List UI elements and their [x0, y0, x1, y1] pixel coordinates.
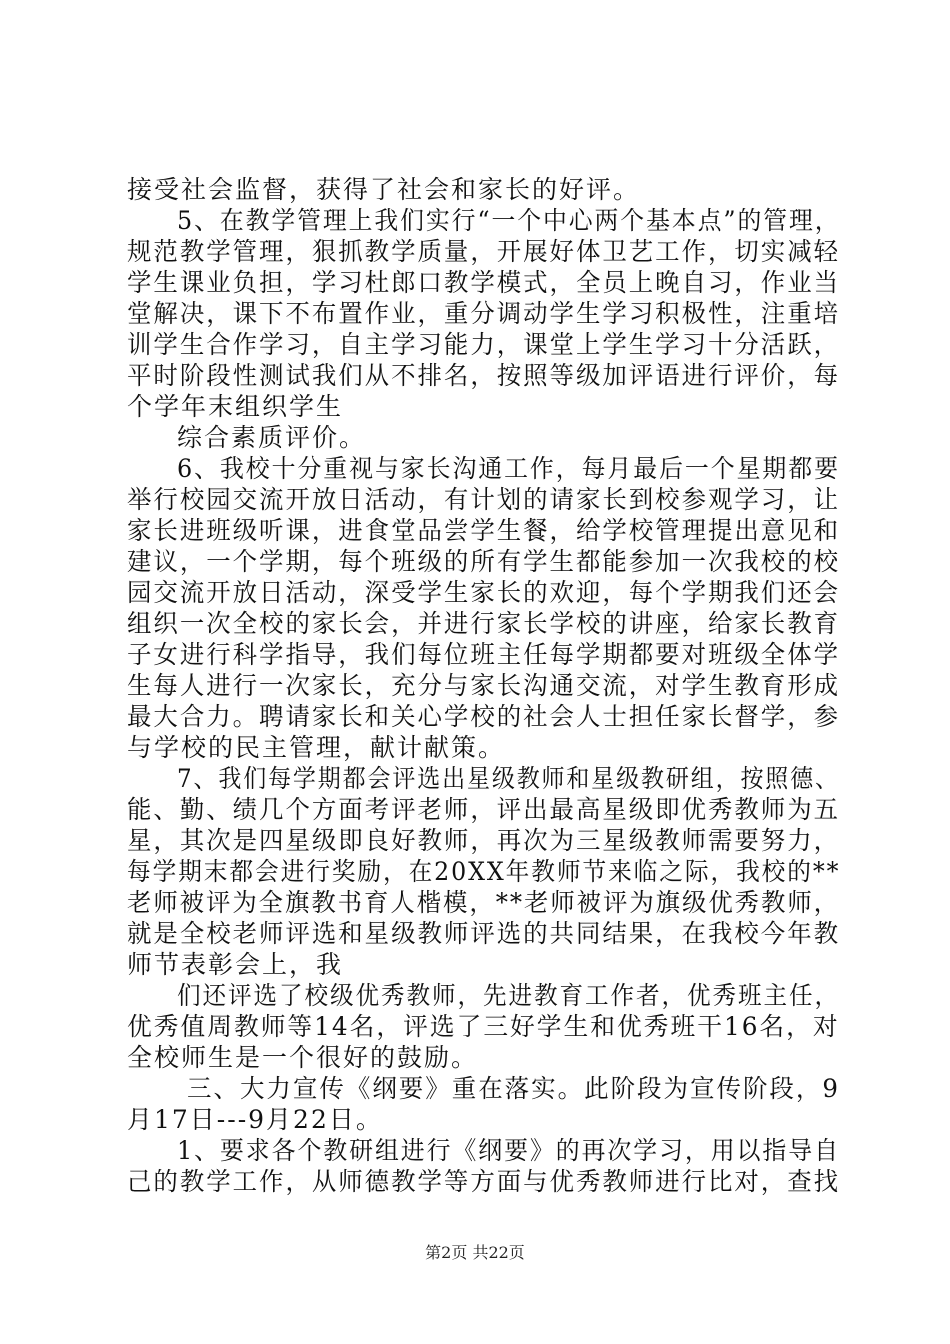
- text-line: 7、我们每学期都会评选出星级教师和星级教研组，按照德、: [177, 764, 840, 793]
- text-line: 师节表彰会上，我: [127, 950, 344, 979]
- text-line: 与学校的民主管理，献计献策。: [127, 733, 506, 762]
- text-line: 子女进行科学指导，我们每位班主任每学期都要对班级全体学: [127, 640, 841, 669]
- text-line: 就是全校老师评选和星级教师评选的共同结果，在我校今年教: [127, 919, 841, 948]
- text-line: 老师被评为全旗教书育人楷模，**老师被评为旗级优秀教师，: [127, 888, 841, 917]
- text-line: 组织一次全校的家长会，并进行家长学校的讲座，给家长教育: [127, 609, 841, 638]
- text-line: 综合素质评价。: [177, 423, 367, 452]
- text-line: 每学期末都会进行奖励，在20XX年教师节来临之际，我校的**: [127, 857, 841, 886]
- text-line: 优秀值周教师等14名，评选了三好学生和优秀班干16名，对: [127, 1012, 840, 1041]
- text-line: 建议，一个学期，每个班级的所有学生都能参加一次我校的校: [127, 547, 841, 576]
- text-line: 生每人进行一次家长，充分与家长沟通交流，对学生教育形成: [127, 671, 841, 700]
- text-line: 能、勤、绩几个方面考评老师，评出最高星级即优秀教师为五: [127, 795, 841, 824]
- page-footer: 第2页 共22页: [425, 1243, 525, 1262]
- text-line: 月17日---9月22日。: [127, 1105, 383, 1134]
- text-line: 学生课业负担，学习杜郎口教学模式，全员上晚自习，作业当: [127, 268, 841, 297]
- text-line: 规范教学管理，狠抓教学质量，开展好体卫艺工作，切实减轻: [127, 237, 841, 266]
- text-line: 5、在教学管理上我们实行“一个中心两个基本点”的管理，: [177, 206, 841, 235]
- text-line: 全校师生是一个很好的鼓励。: [127, 1043, 479, 1072]
- text-line: 6、我校十分重视与家长沟通工作，每月最后一个星期都要: [177, 454, 840, 483]
- text-line: 最大合力。聘请家长和关心学校的社会人士担任家长督学，参: [127, 702, 841, 731]
- text-line: 个学年末组织学生: [127, 392, 344, 421]
- text-line: 训学生合作学习，自主学习能力，课堂上学生学习十分活跃，: [127, 330, 841, 359]
- text-line: 接受社会监督，获得了社会和家长的好评。: [127, 175, 641, 204]
- text-line: 家长进班级听课，进食堂品尝学生餐，给学校管理提出意见和: [127, 516, 841, 545]
- text-line: 平时阶段性测试我们从不排名，按照等级加评语进行评价，每: [127, 361, 841, 390]
- text-line: 己的教学工作，从师德教学等方面与优秀教师进行比对，查找: [127, 1167, 841, 1196]
- text-line: 们还评选了校级优秀教师，先进教育工作者，优秀班主任，: [177, 981, 840, 1010]
- text-line: 园交流开放日活动，深受学生家长的欢迎，每个学期我们还会: [127, 578, 841, 607]
- text-line: 星，其次是四星级即良好教师，再次为三星级教师需要努力，: [127, 826, 841, 855]
- text-line: 1、要求各个教研组进行《纲要》的再次学习，用以指导自: [177, 1136, 840, 1165]
- text-line: 举行校园交流开放日活动，有计划的请家长到校参观学习，让: [127, 485, 841, 514]
- text-line: 堂解决，课下不布置作业，重分调动学生学习积极性，注重培: [127, 299, 841, 328]
- section-heading: 三、大力宣传《纲要》重在落实。此阶段为宣传阶段，9: [187, 1074, 840, 1103]
